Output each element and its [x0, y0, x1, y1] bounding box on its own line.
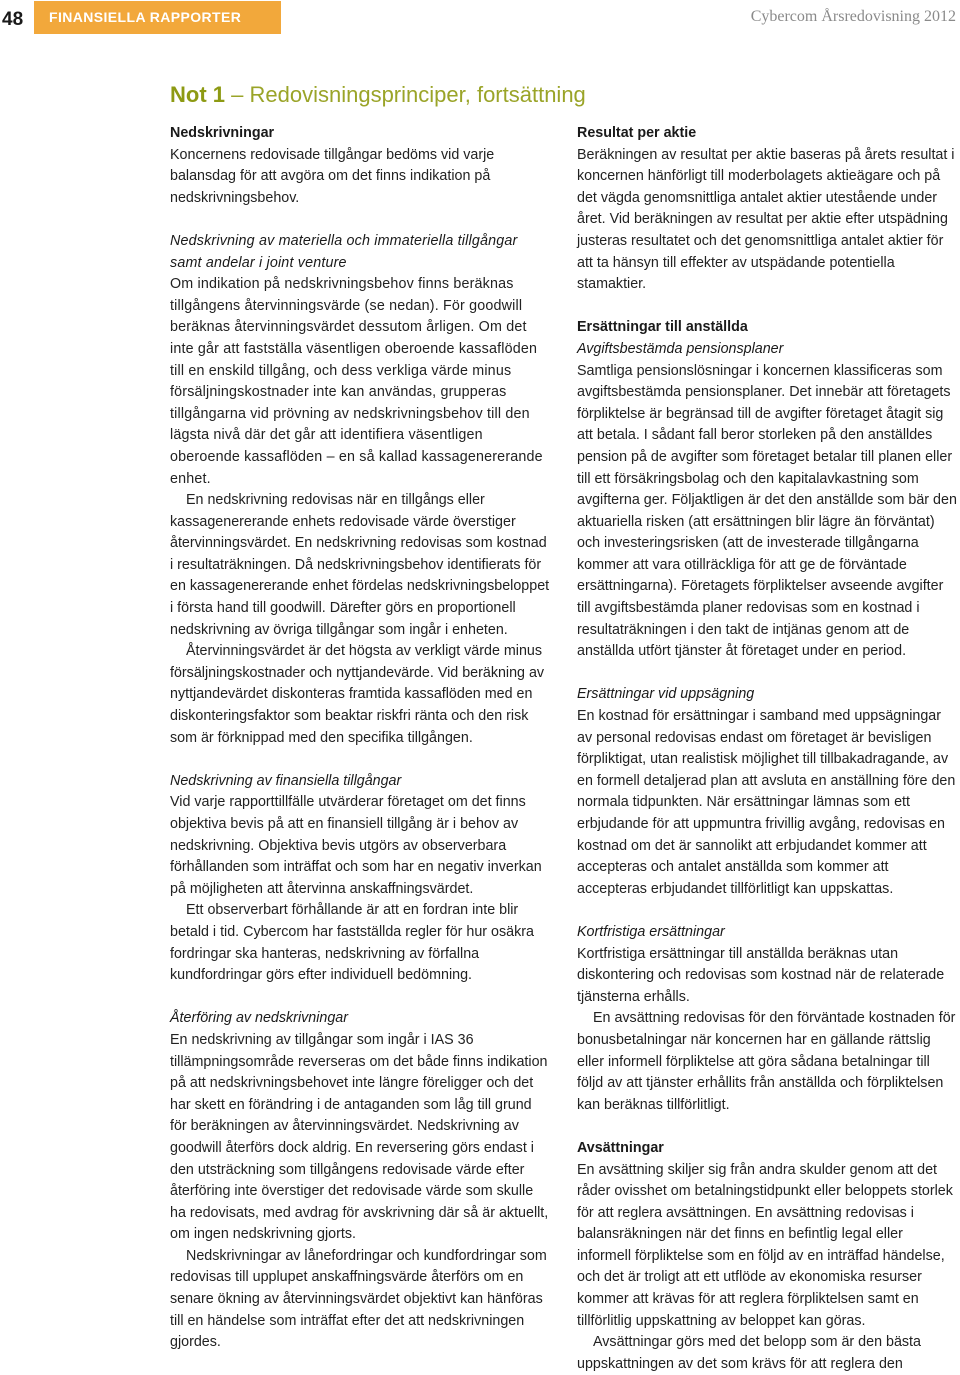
paragraph: En avsättning redovisas för den förväntade kostnaden för bonusbetalningar när koncernen har en gällande rättslig eller informell förpliktelse att göra sådana betalningar till följd av att tjänster erhållits från anställda och förpliktelsen kan beräknas tillförlitligt. [577, 1010, 956, 1113]
subsection-heading: Kortfristiga ersättningar [577, 923, 725, 940]
paragraph: Koncernens redovisade tillgångar bedöms vid varje balansdag för att avgöra om det finns indikation på nedskrivningsbehov. [170, 146, 495, 206]
section-heading: Ersättningar till anställda [577, 319, 748, 336]
section-tab: FINANSIELLA RAPPORTER [34, 1, 281, 34]
paragraph: Ett observerbart förhållande är att en fordran inte blir betald i tid. Cybercom har fastställda regler för hur osäkra fordringar ska hanteras, nedskrivning av förfallna kundfordringar görs efter individuell bedömning. [170, 902, 534, 984]
paragraph: Om indikation på nedskrivningsbehov finns beräknas tillgångens återvinningsvärde (se nedan). För goodwill beräknas återvinningsvärdet dessutom årligen. Om det inte går att fastställa väsentligen oberoende kassaflöden till en enskild tillgång, och dess verkliga värde minus försäljningskostnader inte kan användas, grupperas tillgångarna vid prövning av nedskrivningsbehov till den lägsta nivå där det går att identifiera väsentligen oberoende kassaflöden – en så kallad kassagenererande enhet. [170, 276, 543, 487]
right-column [577, 123, 960, 1375]
paragraph: Beräkningen av resultat per aktie baseras på årets resultat i koncernen hänförligt till moderbolagets aktieägare och på det vägda genomsnittliga antalet aktier utestående under året. Vid beräkningen av resultat per aktie efter utspädning justeras resultatet och det genomsnittliga antalet aktier för att ta hänsyn till effekter av utspädande potentiella stamaktier. [577, 146, 955, 293]
note-heading: Redovisningsprinciper, fortsättning [249, 82, 586, 107]
subsection-heading: Nedskrivning av finansiella tillgångar [170, 772, 402, 789]
paragraph: Nedskrivningar av lånefordringar och kundfordringar som redovisas till upplupet anskaffningsvärde återförs om en senare ökning av återvinningsvärdet objektivt kan hänföras till en händelse som inträffat efter det att nedskrivningen gjordes. [170, 1247, 547, 1351]
page-header [0, 0, 960, 40]
paragraph: Kortfristiga ersättningar till anställda beräknas utan diskontering och redovisas som kostnad när de relaterade tjänsterna erhålls. [577, 945, 945, 1005]
section-heading: Avsättningar [577, 1139, 664, 1156]
left-column [170, 123, 550, 1354]
page-number: 48 [2, 9, 24, 30]
paragraph: Avsättningar görs med det belopp som är den bästa uppskattningen av det som krävs för att reglera den [577, 1334, 921, 1372]
paragraph: En nedskrivning redovisas när en tillgångs eller kassagenererande enhets redovisade värde överstiger återvinningsvärdet. En nedskrivning redovisas som kostnad i resultaträkningen. Då nedskrivningsbehov identifierats för en kassagenererande enhet fördelas nedskrivningsbeloppet i första hand till goodwill. Därefter görs en proportionell nedskrivning av övriga tillgångar som ingår i enheten. [170, 492, 550, 638]
subsection-heading: Återföring av nedskrivningar [170, 1010, 349, 1027]
note-dash: – [231, 82, 244, 107]
section-heading: Resultat per aktie [577, 125, 697, 141]
subsection-heading: Nedskrivning av materiella och immateriella tillgångar samt andelar i joint venture [170, 232, 518, 271]
paragraph: Vid varje rapporttillfälle utvärderar företaget om det finns objektiva bevis på att en finansiell tillgång är i behov av nedskrivning. Objektiva bevis utgörs av observerbara förhållanden som inträffat och som har en negativ inverkan på möjligheten att återvinna anskaffningsvärdet. [170, 794, 542, 897]
subsection-heading: Avgiftsbestämda pensionsplaner [577, 340, 784, 357]
document-title: Cybercom Årsredovisning 2012 [750, 8, 956, 25]
paragraph: Återvinningsvärdet är det högsta av verkligt värde minus försäljningskostnader och nyttjandevärde. Vid beräkning av nyttjandevärdet diskonteras framtida kassaflöden med en diskonteringsfaktor som beaktar riskfri ränta och den risk som är förknippad med den specifika tillgången. [170, 643, 545, 746]
subsection-heading: Ersättningar vid uppsägning [577, 686, 755, 703]
paragraph: En nedskrivning av tillgångar som ingår i IAS 36 tillämpningsområde reverseras om det både finns indikation på att nedskrivningsbehovet inte längre föreligger och det har skett en förändring i de antaganden som låg till grund för beräkningen av återvinningsvärdet. Nedskrivning av goodwill återförs dock aldrig. En reversering görs endast i den utsträckning som tillgångens redovisade värde efter återföring inte överstiger det redovisade värde som skulle ha redovisats, med avdrag för avskrivning där så är aktuellt, om ingen nedskrivning gjorts. [170, 1031, 549, 1243]
paragraph: En kostnad för ersättningar i samband med uppsägningar av personal redovisas endast om företaget är bevisligen förpliktigat, utan realistisk möjlighet till tillbakadragande, av en formell detaljerad plan att avsluta en anställning före den normala tidpunkten. När ersättningar lämnas som ett erbjudande för att uppmuntra frivillig avgång, redovisas en kostnad om det är sannolikt att erbjudandet kommer att accepteras och antalet anställda som kommer att accepteras erbjudandet tillförlitligt kan uppskattas. [577, 708, 956, 897]
paragraph: Samtliga pensionslösningar i koncernen klassificeras som avgiftsbestämda pensionsplaner. Det innebär att företagets förpliktelse är begränsad till de avgifter företaget åtagit sig att betala. I sådant fall beror storleken på den anställdes pension på de avgifter som företaget betalar till planen eller till ett försäkringsbolag och den kapitalavkastning som avgifterna ger. Följaktligen är det den anställde som bär den aktuariella risken (att ersättningen blir lägre än förväntat) och investeringsrisken (att de investerade tillgångarna kommer att vara otillräckliga för att ge de förväntade ersättningarna). Företagets förpliktelser avseende avgifter till avgiftsbestämda planer redovisas som en kostnad i resultaträkningen i den takt de intjänas genom att de anställda utfört tjänster åt företaget under en period. [577, 362, 957, 660]
section-heading: Nedskrivningar [170, 125, 275, 141]
paragraph: En avsättning skiljer sig från andra skulder genom att det råder ovisshet om betalningstidpunkt eller beloppets storlek för att reglera avsättningen. En avsättning redovisas i balansräkningen när det finns en befintlig legal eller informell förpliktelse som en följd av en inträffad händelse, och det är troligt att ett utflöde av ekonomiska resurser kommer att krävas för att reglera förpliktelsen samt en tillförlitlig uppskattning av beloppet kan göras. [577, 1161, 953, 1329]
note-number: Not 1 [170, 82, 225, 107]
note-title [170, 80, 586, 110]
